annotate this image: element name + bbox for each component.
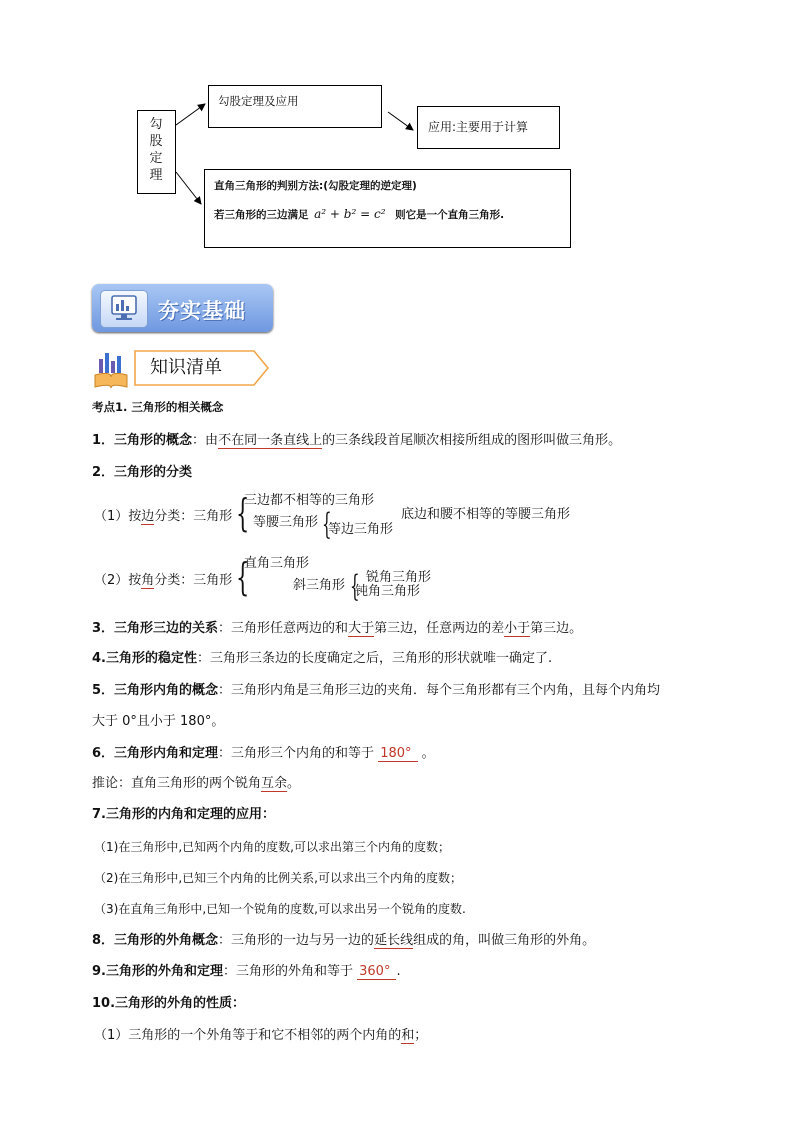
item-9-head: 9.三角形的外角和定理 <box>92 964 223 979</box>
class-2-branch-2: 斜三角形 <box>293 578 346 593</box>
item-7-sub-1: （1)在三角形中,已知两个内角的度数,可以求出第三个内角的度数； <box>94 840 450 854</box>
item-7 <box>92 806 275 824</box>
section-banner <box>92 284 273 332</box>
arrow-to-right-box <box>388 112 413 130</box>
item-5-text-b: 大于 0°且小于 180°。 <box>92 714 225 729</box>
sub-banner-label: 知识清单 <box>150 357 222 378</box>
class-1-branch-2: 等腰三角形 <box>253 515 319 530</box>
right-box-text: 应用:主要用于计算 <box>428 120 529 134</box>
item-3-underline-1: 大于 <box>348 621 375 636</box>
item-6-text-a: ：三角形三个内角的和等于 <box>218 746 375 761</box>
item-3-head: 3．三角形三边的关系 <box>92 621 219 636</box>
item-7-head: 7.三角形的内角和定理的应用 <box>92 807 262 822</box>
item-6-text-b: 。 <box>421 746 435 761</box>
item-6-head: 6．三角形内角和定理 <box>92 746 219 761</box>
item-10-sub-1-a: （1）三角形的一个外角等于和它不相邻的两个内角的 <box>94 1028 402 1043</box>
item-10-sub-1-underline: 和 <box>401 1028 415 1043</box>
topic-title: 考点1. 三角形的相关概念 <box>92 400 224 414</box>
item-10 <box>92 995 245 1013</box>
item-10-sub-1-b: ； <box>414 1028 428 1043</box>
item-9-text-a: ：三角形的外角和等于 <box>222 964 353 979</box>
item-10-colon: ： <box>232 996 246 1011</box>
item-10-sub-1 <box>94 1027 427 1045</box>
item-1-head: 1．三角形的概念 <box>92 433 193 448</box>
bottom-box-line2-a: 若三角形的三边满足 <box>214 209 309 221</box>
class-1-suffix: 分类：三角形 <box>154 509 233 524</box>
class-1-branch-2a: 底边和腰不相等的等腰三角形 <box>401 507 571 522</box>
top-box-text: 勾股定理及应用 <box>218 94 299 108</box>
item-3-text-a: ：三角形任意两边的和 <box>218 621 349 636</box>
class-2-prefix: （2）按 <box>94 573 142 588</box>
pythagorean-formula: a² + b² = c² <box>314 207 386 221</box>
arrow-to-bottom-box <box>176 172 201 204</box>
item-7-colon: ： <box>261 807 275 822</box>
theorem-label: 勾股定理 <box>149 117 163 183</box>
inference-text-a: 推论：直角三角形的两个锐角 <box>92 776 262 791</box>
item-7-sub-2: （2)在三角形中,已知三个内角的比例关系,可以求出三个内角的度数； <box>94 871 462 885</box>
item-10-head: 10.三角形的外角的性质 <box>92 996 233 1011</box>
item-5 <box>92 682 660 700</box>
book-chart-icon <box>93 347 129 389</box>
brace-angles-inner: { <box>350 569 360 604</box>
item-4-text: ：三角形三条边的长度确定之后，三角形的形状就唯一确定了. <box>196 651 553 666</box>
class-by-angles-label <box>94 572 232 590</box>
bottom-box-line1: 直角三角形的判别方法:(勾股定理的逆定理) <box>214 180 417 192</box>
item-2-head: 2．三角形的分类 <box>92 465 193 480</box>
item-3-text-b: 第三边，任意两边的差 <box>374 621 505 636</box>
item-5-head: 5．三角形内角的概念 <box>92 683 219 698</box>
bottom-box-line2-b: 则它是一个直角三角形. <box>395 209 505 221</box>
class-2-branch-2b: 钝角三角形 <box>355 584 421 599</box>
class-2-branch-2a: 锐角三角形 <box>366 570 432 585</box>
item-1 <box>92 432 621 450</box>
item-6 <box>92 745 435 763</box>
item-1-underline: 不在同一条直线上 <box>218 433 323 448</box>
item-8-text-a: ：三角形的一边与另一边的 <box>218 933 375 948</box>
item-3 <box>92 620 582 638</box>
inference <box>92 775 300 793</box>
class-2-branch-1: 直角三角形 <box>244 556 310 571</box>
item-9-answer: 360° <box>357 964 396 980</box>
item-8 <box>92 932 595 950</box>
brace-sides-outer: { <box>236 491 250 535</box>
inference-underline: 互余 <box>261 776 288 791</box>
section-banner-label: 夯实基础 <box>158 299 246 323</box>
item-8-head: 8．三角形的外角概念 <box>92 933 219 948</box>
brace-angles-outer: { <box>236 555 250 599</box>
monitor-chart-icon <box>100 290 148 328</box>
class-1-prefix: （1）按 <box>94 509 142 524</box>
item-9-text-b: . <box>396 964 401 979</box>
item-5-text-a: ：三角形内角是三角形三边的夹角．每个三角形都有三个内角，且每个内角均 <box>218 683 661 698</box>
class-1-branch-2b: 等边三角形 <box>328 522 394 537</box>
item-3-underline-2: 小于 <box>504 621 531 636</box>
diagram-arrows <box>0 0 794 260</box>
item-4 <box>92 650 552 668</box>
item-1-text-b: 的三条线段首尾顺次相接所组成的图形叫做三角形。 <box>322 433 622 448</box>
class-2-underline: 角 <box>141 573 155 588</box>
item-6-answer: 180° <box>378 746 417 762</box>
item-8-text-b: 组成的角，叫做三角形的外角。 <box>413 933 596 948</box>
class-1-underline: 边 <box>141 509 155 524</box>
item-3-text-c: 第三边。 <box>530 621 583 636</box>
class-by-sides-label <box>94 508 232 526</box>
item-9 <box>92 963 401 981</box>
brace-sides-inner: { <box>322 507 332 542</box>
item-4-head: 4.三角形的稳定性 <box>92 651 197 666</box>
arrow-to-top-box <box>176 104 205 125</box>
inference-text-b: 。 <box>287 776 301 791</box>
item-8-underline: 延长线 <box>374 933 414 948</box>
class-1-branch-1: 三边都不相等的三角形 <box>244 493 375 508</box>
item-1-text-a: ：由 <box>192 433 219 448</box>
class-2-suffix: 分类：三角形 <box>154 573 233 588</box>
item-7-sub-3: （3)在直角三角形中,已知一个锐角的度数,可以求出另一个锐角的度数. <box>94 902 466 916</box>
